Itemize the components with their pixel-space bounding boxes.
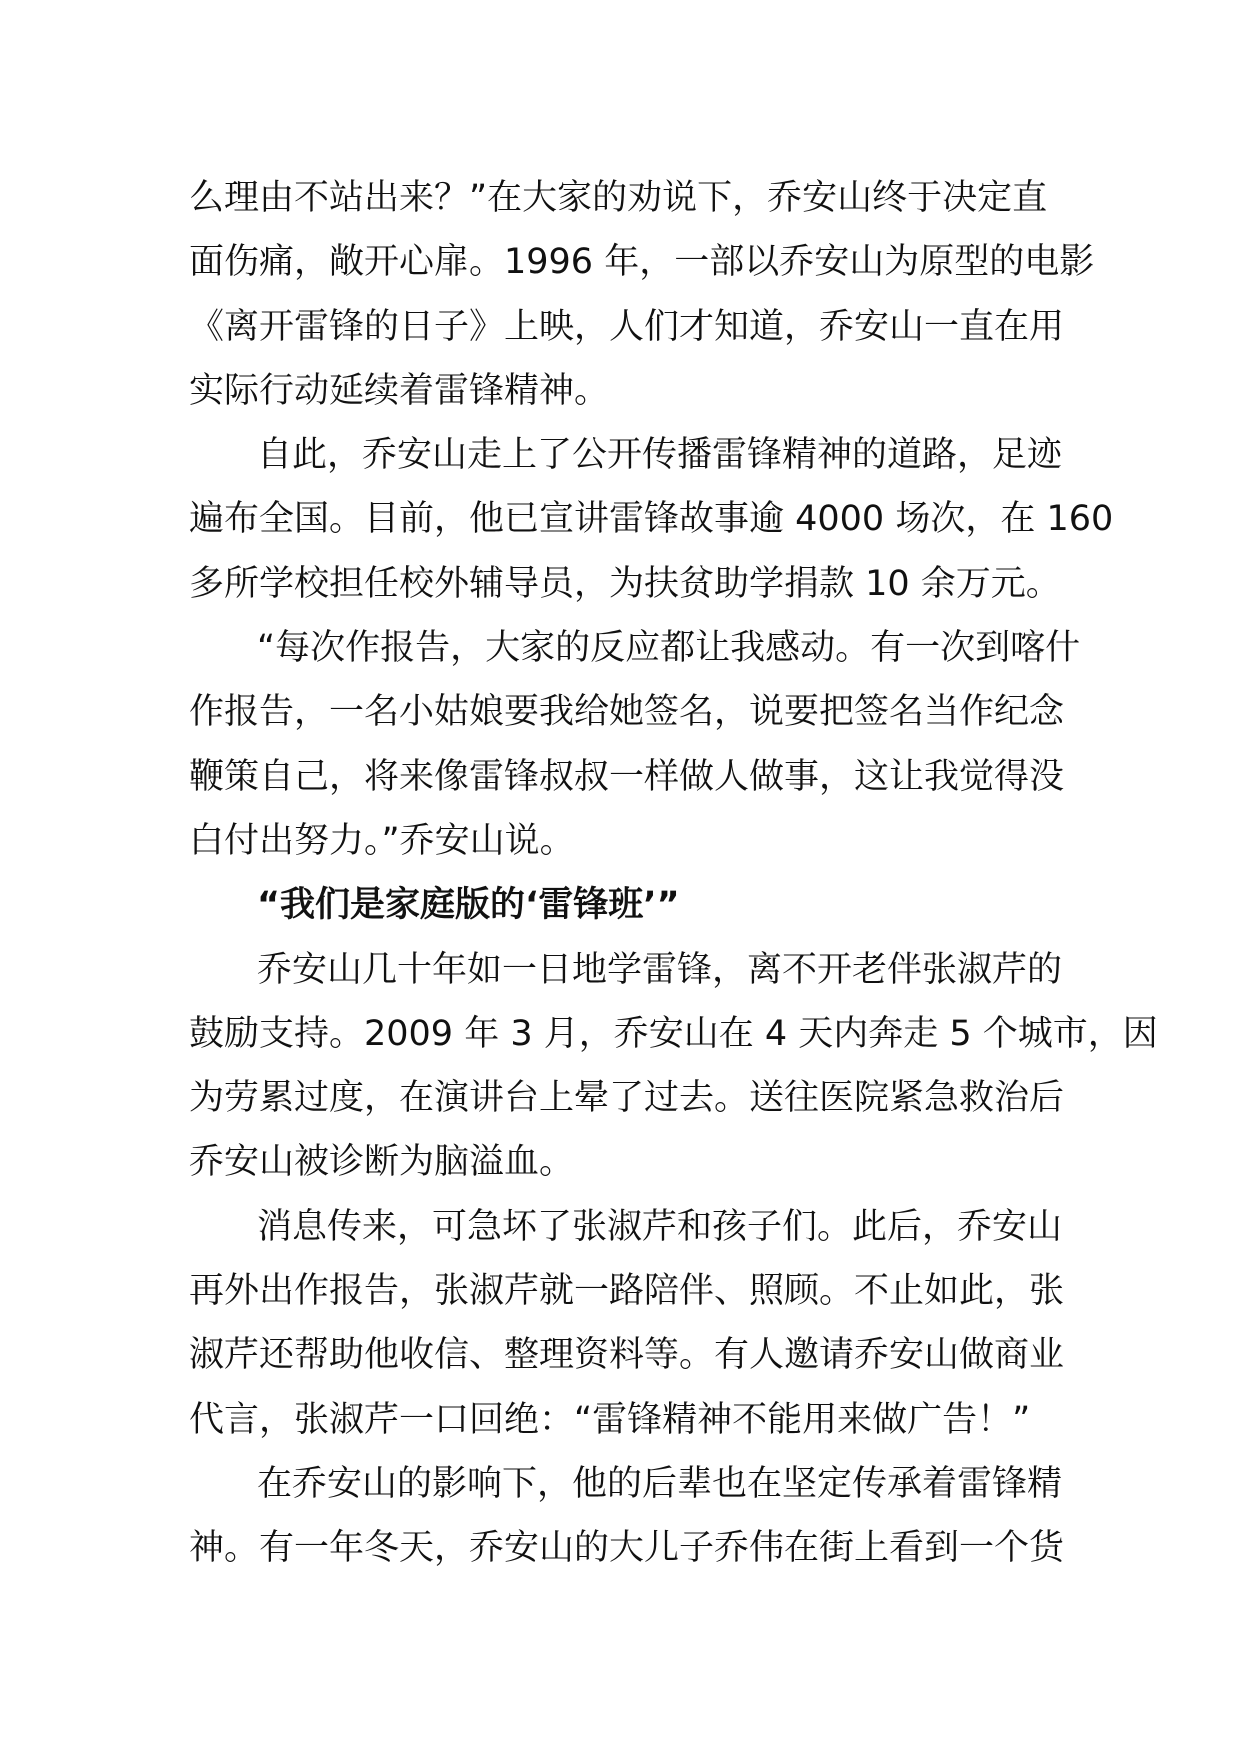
text-line: 《离开雷锋的日子》上映，人们才知道，乔安山一直在用 bbox=[189, 306, 1065, 347]
text-line: 作报告，一名小姑娘要我给她签名，说要把签名当作纪念 bbox=[189, 692, 1065, 733]
text-line: 鼓励支持。2009 年 3 月，乔安山在 4 天内奔走 5 个城市，因 bbox=[189, 1013, 1158, 1054]
text-line: 神。有一年冬天，乔安山的大儿子乔伟在街上看到一个货 bbox=[189, 1528, 1065, 1569]
section-heading: “我们是家庭版的‘雷锋班’” bbox=[257, 885, 680, 926]
paragraph-first-line: 自此，乔安山走上了公开传播雷锋精神的道路，足迹 bbox=[257, 435, 1063, 476]
text-line: 白付出努力。”乔安山说。 bbox=[189, 820, 575, 861]
text-line: 遍布全国。目前，他已宣讲雷锋故事逾 4000 场次，在 160 bbox=[189, 499, 1114, 540]
text-line: 多所学校担任校外辅导员，为扶贫助学捐款 10 余万元。 bbox=[189, 563, 1061, 604]
text-line: 为劳累过度，在演讲台上晕了过去。送往医院紧急救治后 bbox=[189, 1078, 1065, 1119]
text-line: 再外出作报告，张淑芹就一路陪伴、照顾。不止如此，张 bbox=[189, 1271, 1065, 1312]
text-line: 么理由不站出来？”在大家的劝说下，乔安山终于决定直 bbox=[189, 178, 1048, 218]
text-line: 面伤痛，敞开心扉。1996 年，一部以乔安山为原型的电影 bbox=[189, 242, 1095, 283]
paragraph-first-line: 消息传来，可急坏了张淑芹和孩子们。此后，乔安山 bbox=[257, 1206, 1063, 1247]
text-line: 鞭策自己，将来像雷锋叔叔一样做人做事，这让我觉得没 bbox=[189, 756, 1065, 797]
paragraph-first-line: 在乔安山的影响下，他的后辈也在坚定传承着雷锋精 bbox=[257, 1463, 1063, 1504]
paragraph-first-line: 乔安山几十年如一日地学雷锋，离不开老伴张淑芹的 bbox=[257, 949, 1063, 990]
text-line: 淑芹还帮助他收信、整理资料等。有人邀请乔安山做商业 bbox=[189, 1335, 1065, 1376]
text-line: 代言，张淑芹一口回绝：“雷锋精神不能用来做广告！” bbox=[189, 1399, 1031, 1440]
paragraph-first-line: “每次作报告，大家的反应都让我感动。有一次到喀什 bbox=[257, 628, 1081, 669]
text-line: 实际行动延续着雷锋精神。 bbox=[189, 370, 610, 411]
article-body bbox=[189, 166, 1158, 1581]
text-line: 乔安山被诊断为脑溢血。 bbox=[189, 1142, 575, 1183]
